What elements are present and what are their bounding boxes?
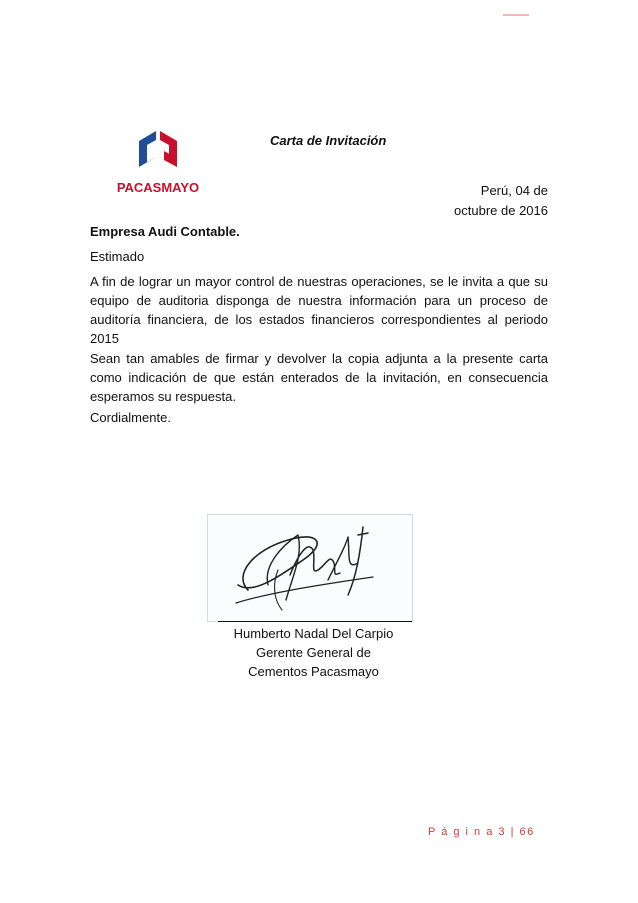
pacasmayo-logo-icon [109, 127, 207, 179]
greeting: Estimado [90, 249, 145, 264]
page-total: 66 [519, 826, 535, 838]
page-separator: | [510, 826, 515, 838]
signer-company: Cementos Pacasmayo [248, 664, 379, 679]
signature-line [218, 621, 412, 622]
paragraph-1: A fin de lograr un mayor control de nuestras operaciones, se le invita a que su equipo de auditoria disponga de nuestra información para un proceso de auditoría financiera, de los estados financieros correspondientes al periodo 2015 [90, 274, 548, 346]
date-line-1: Perú, 04 de [480, 183, 548, 198]
logo-wordmark: PACASMAYO [116, 180, 200, 195]
header-mark [503, 14, 529, 16]
signer-name: Humberto Nadal Del Carpio [233, 626, 394, 641]
page-number: 3 [498, 826, 507, 838]
signer-position: Gerente General de [256, 645, 371, 660]
page-label: P á g i n a [428, 826, 494, 838]
handwritten-signature-icon [208, 515, 412, 621]
signer-block [200, 624, 427, 681]
recipient: Empresa Audi Contable. [90, 224, 240, 239]
page-footer [428, 826, 535, 838]
pacasmayo-logo [109, 127, 207, 201]
letter-date [380, 181, 548, 221]
closing: Cordialmente. [90, 410, 171, 425]
date-line-2: octubre de 2016 [454, 203, 548, 218]
document-title: Carta de Invitación [270, 133, 387, 148]
paragraph-2: Sean tan amables de firmar y devolver la copia adjunta a la presente carta como indicación de que están enterados de la invitación, en consecuencia esperamos su respuesta. [90, 351, 548, 404]
signature-image [207, 514, 413, 622]
